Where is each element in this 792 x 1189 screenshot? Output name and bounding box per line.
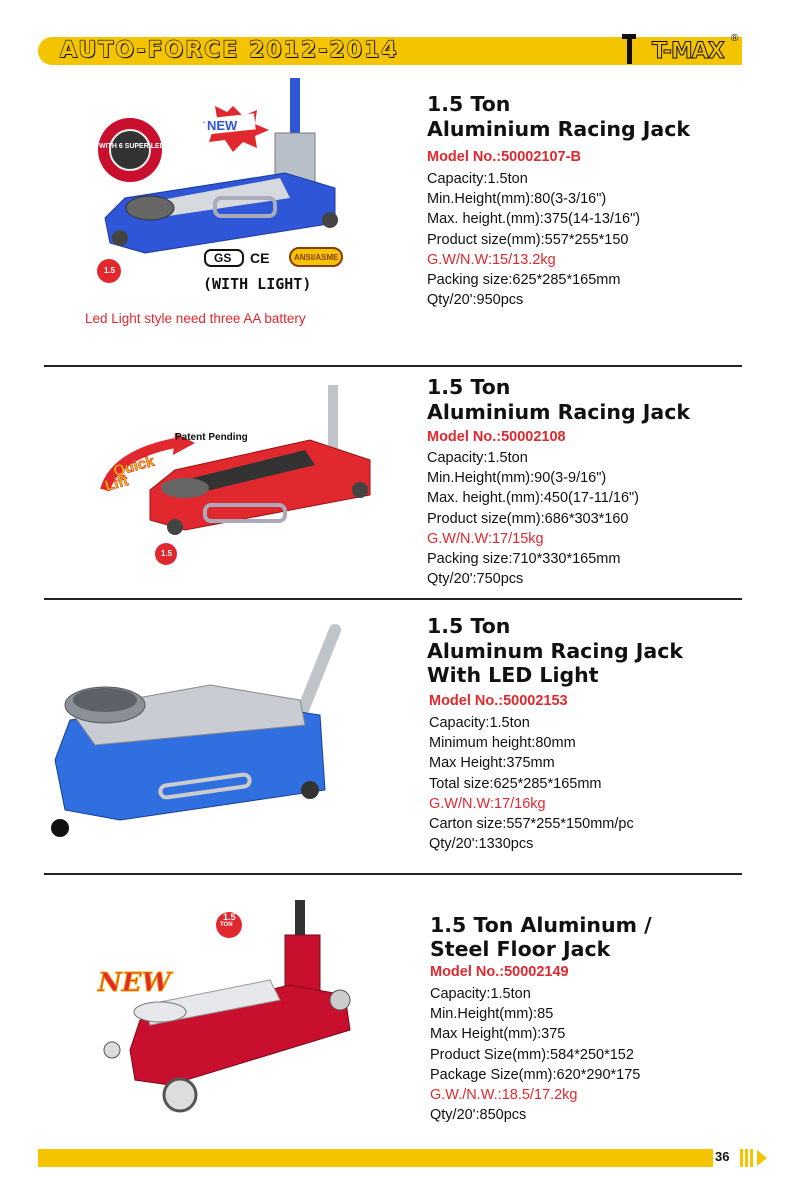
footer-arrow-icon (740, 1149, 770, 1167)
product-3-model: Model No.:50002153 (429, 693, 568, 709)
spec-line: Max. height.(mm):450(17-11/16") (427, 490, 639, 507)
ton-badge: 1.5 (223, 912, 236, 922)
product-3-title-line-3: With LED Light (427, 663, 599, 687)
with-light-label: (WITH LIGHT) (203, 275, 312, 293)
product-2-title-line-2: Aluminium Racing Jack (427, 400, 691, 424)
spec-line: G.W./N.W.:18.5/17.2kg (430, 1086, 578, 1103)
registered-mark: ® (731, 33, 739, 44)
spec-line: G.W/N.W:17/15kg (427, 530, 544, 547)
product-4-image (90, 900, 370, 1130)
quick-lift-label-1: Quick (111, 452, 157, 481)
led-badge-text: WITH 6 SUPER LED (99, 143, 165, 150)
quick-lift-label-2: Lift (103, 472, 131, 495)
page-number: 36 (715, 1149, 730, 1164)
product-1-image (85, 78, 355, 303)
spec-line: Min.Height(mm):85 (430, 1006, 554, 1023)
product-4-model: Model No.:50002149 (430, 964, 569, 980)
spec-line: Total size:625*285*165mm (429, 775, 602, 792)
ce-mark: CE (250, 250, 270, 266)
gs-mark: GS (214, 251, 232, 265)
new-badge: NEW (98, 968, 171, 998)
product-1-model: Model No.:50002107-B (427, 149, 581, 165)
spec-line: Package Size(mm):620*290*175 (430, 1066, 641, 1083)
battery-note: Led Light style need three AA battery (85, 311, 306, 326)
spec-line: Max Height:375mm (429, 755, 555, 772)
ansi-badge: ANSI/ASME (294, 253, 339, 262)
product-2-specs (427, 448, 639, 589)
product-3-title-line-2: Aluminum Racing Jack (427, 639, 684, 663)
product-2-image (95, 385, 385, 570)
spec-line: Min.Height(mm):90(3-9/16") (427, 470, 607, 487)
product-1-title-line-1: 1.5 Ton (427, 92, 511, 116)
logo-text: T-MAX (652, 39, 724, 64)
spec-line: Qty/20':750pcs (427, 571, 524, 588)
ton-unit: TON (220, 922, 233, 928)
patent-pending-label: Patent Pending (175, 432, 248, 443)
product-2-model: Model No.:50002108 (427, 429, 566, 445)
product-3-title-line-1: 1.5 Ton (427, 614, 511, 638)
product-1-specs (427, 169, 640, 310)
product-4-specs (430, 984, 640, 1125)
footer-bar (38, 1149, 713, 1167)
new-badge: NEW (207, 118, 238, 133)
catalog-title: AUTO-FORCE 2012-2014 (60, 38, 399, 63)
product-1-title-line-2: Aluminium Racing Jack (427, 117, 691, 141)
spec-line: Carton size:557*255*150mm/pc (429, 815, 634, 832)
spec-line: Capacity:1.5ton (427, 171, 528, 187)
spec-line: Capacity:1.5ton (430, 986, 531, 1002)
spec-line: Product size(mm):557*255*150 (427, 231, 629, 248)
product-3-specs (429, 713, 634, 854)
product-4-title-line-1: 1.5 Ton Aluminum / (430, 913, 652, 937)
spec-line: Qty/20':1330pcs (429, 836, 534, 853)
spec-line: Max. height.(mm):375(14-13/16") (427, 211, 641, 228)
spec-line: Capacity:1.5ton (429, 715, 530, 731)
spec-line: G.W/N.W:17/16kg (429, 795, 546, 812)
spec-line: Max Height(mm):375 (430, 1026, 566, 1043)
spec-line: Qty/20':950pcs (427, 292, 524, 309)
spec-line: G.W/N.W:15/13.2kg (427, 251, 556, 268)
ton-badge: 1.5 (104, 266, 116, 275)
section-divider (44, 873, 742, 875)
spec-line: Minimum height:80mm (429, 735, 576, 752)
product-4-title-line-2: Steel Floor Jack (430, 937, 611, 961)
spec-line: Min.Height(mm):80(3-3/16") (427, 191, 607, 208)
spec-line: Packing size:710*330*165mm (427, 550, 621, 567)
spec-line: Packing size:625*285*165mm (427, 271, 621, 288)
section-divider (44, 365, 742, 367)
spec-line: Qty/20':850pcs (430, 1107, 527, 1124)
product-3-image (40, 620, 360, 840)
spec-line: Product Size(mm):584*250*152 (430, 1046, 634, 1063)
ton-badge: 1.5 (161, 549, 173, 558)
section-divider (44, 598, 742, 600)
spec-line: Product size(mm):686*303*160 (427, 510, 629, 527)
spec-line: Capacity:1.5ton (427, 450, 528, 466)
product-2-title-line-1: 1.5 Ton (427, 375, 511, 399)
